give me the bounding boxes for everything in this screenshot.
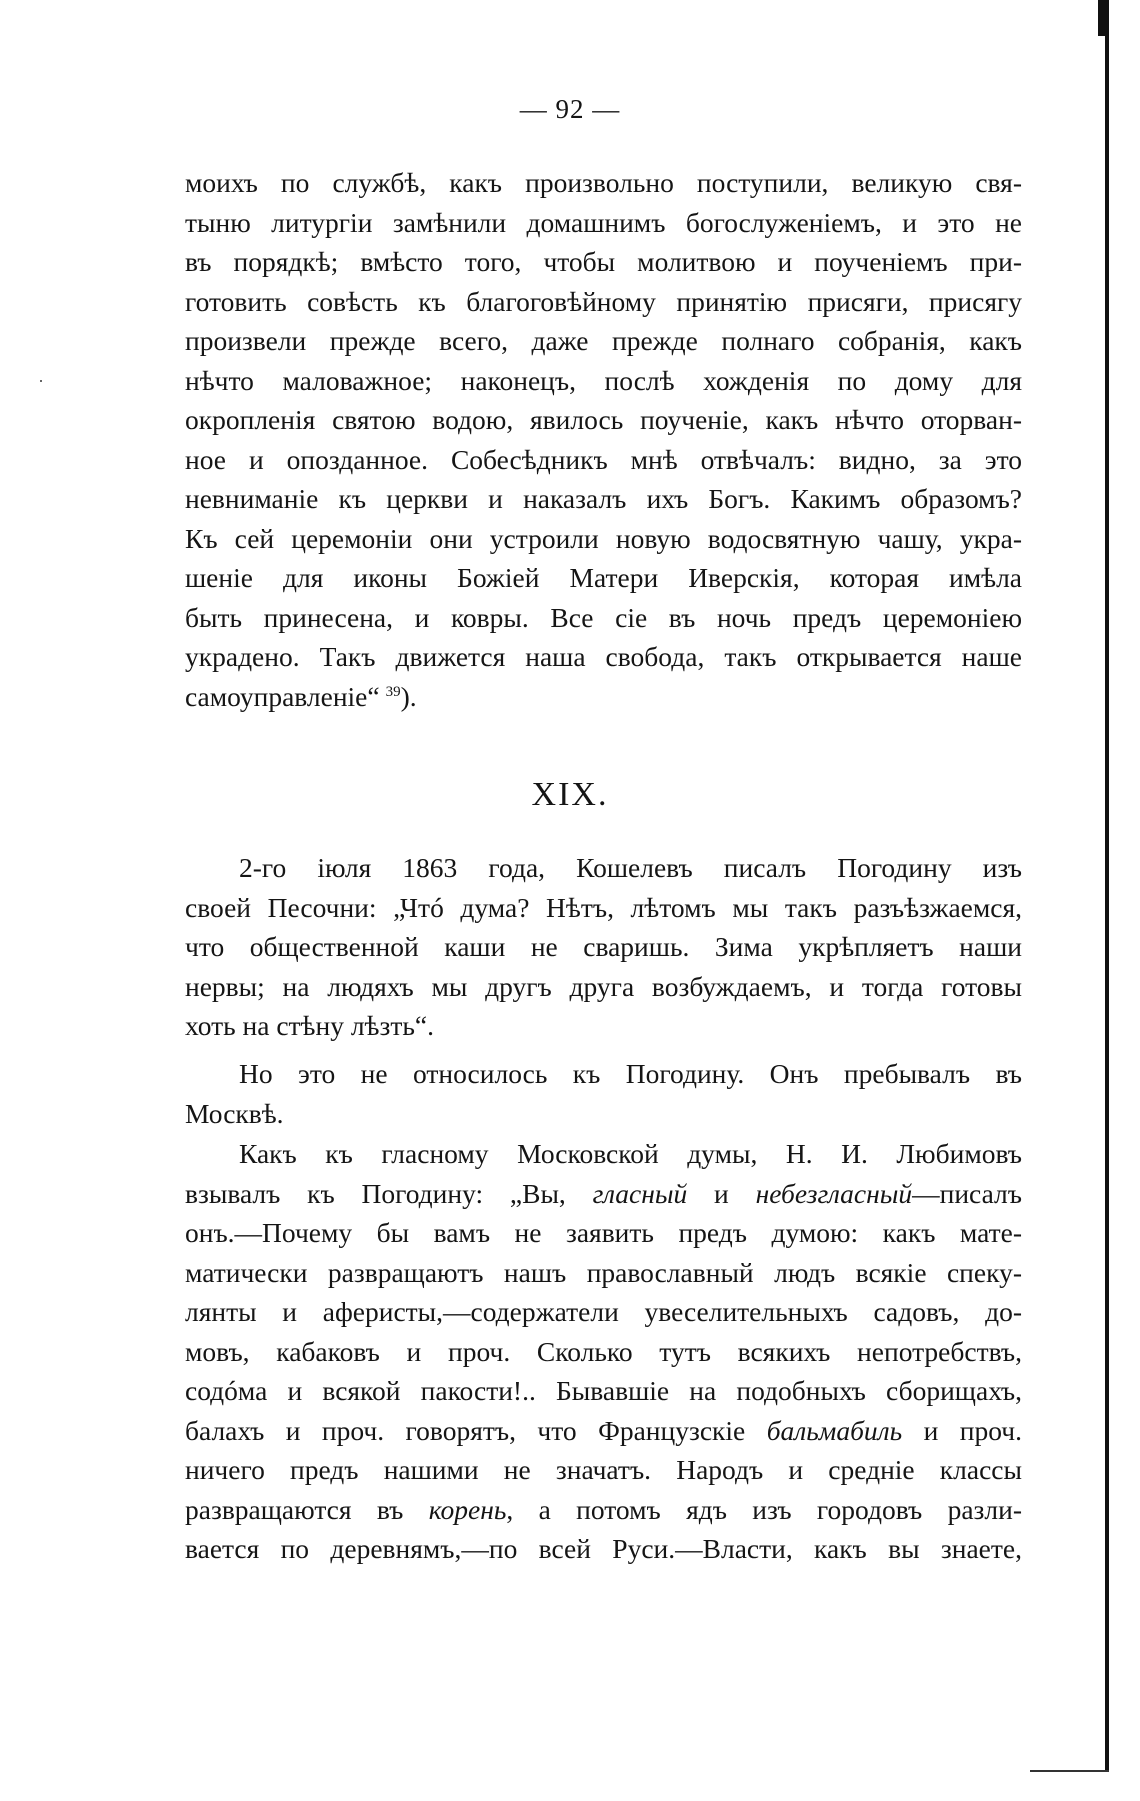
text-line: въ порядкѣ; вмѣсто того, чтобы молитвою и поученіемъ при-: [185, 246, 1022, 277]
text-segment: развращаются въ: [185, 1493, 429, 1525]
text-segment: балахъ и проч. говорятъ, что Французскіе: [185, 1414, 767, 1446]
italic-term: гласный: [592, 1177, 688, 1209]
text-line: Какъ къ гласному Московской думы, Н. И. Любимовъ: [239, 1138, 1022, 1169]
text-line: Но это не относилось къ Погодину. Онъ пребывалъ въ: [239, 1058, 1022, 1089]
text-line: что общественной каши не сваришь. Зима укрѣпляетъ наши: [185, 931, 1022, 962]
text-line: готовить совѣсть къ благоговѣйному принятію присяги, присягу: [185, 285, 1022, 317]
text-line: нѣчто маловажное; наконецъ, послѣ хожденія по дому для: [185, 364, 1022, 396]
scan-edge-right: [1105, 0, 1109, 1770]
text-line: невниманіе къ церкви и наказалъ ихъ Богъ. Какимъ образомъ?: [185, 483, 1022, 514]
text-line: быть принесена, и ковры. Все сіе въ ночь предъ церемоніею: [185, 601, 1022, 633]
text-segment: —писалъ: [912, 1177, 1022, 1209]
text-line: вается по деревнямъ,—по всей Руси.—Власти, какъ вы знаете,: [185, 1533, 1022, 1564]
text-segment: взывалъ къ Погодину: „Вы,: [185, 1177, 593, 1209]
text-line: украдено. Такъ движется наша свобода, такъ открывается наше: [185, 641, 1022, 672]
text-line-last: [185, 677, 1022, 717]
text-line: ничего предъ нашими не значатъ. Народъ и средніе классы: [185, 1454, 1022, 1485]
italic-term: корень: [428, 1493, 507, 1525]
text-line: мовъ, кабаковъ и проч. Сколько тутъ всякихъ непотребствъ,: [185, 1335, 1022, 1367]
text-line: окропленія святою водою, явилось поученіе, какъ нѣчто оторван-: [185, 404, 1022, 435]
text-line: 2-го іюля 1863 года, Кошелевъ писалъ Погодину изъ: [239, 852, 1022, 883]
last-line-text: самоуправленіе“: [185, 680, 380, 712]
text-line: [185, 1174, 1022, 1214]
text-line: [185, 1411, 1022, 1451]
last-line-tail: ).: [400, 680, 417, 712]
page-number: — 92 —: [519, 94, 621, 124]
text-segment: и проч.: [902, 1414, 1022, 1446]
text-line: Къ сей церемоніи они устроили новую водосвятную чашу, укра-: [185, 522, 1022, 554]
text-line: Москвѣ.: [185, 1097, 284, 1129]
text-line: лянты и аферисты,—содержатели увеселительныхъ садовъ, до-: [185, 1296, 1022, 1327]
paragraph-lyubimov: [185, 1134, 1022, 1569]
text-line: шеніе для иконы Божіей Матери Иверскія, которая имѣла: [185, 562, 1022, 593]
italic-term: небезгласный: [755, 1177, 913, 1209]
margin-speck: [40, 380, 42, 382]
text-line: содóма и всякой пакости!.. Бывавшіе на подобныхъ сборищахъ,: [185, 1375, 1022, 1406]
chapter-heading: XIX.: [531, 776, 609, 813]
text-line: своей Песочни: „Чтó дума? Нѣтъ, лѣтомъ мы такъ разъѣзжаемся,: [185, 891, 1022, 923]
text-line: хоть на стѣну лѣзть“.: [185, 1010, 434, 1041]
text-segment: и: [687, 1177, 756, 1209]
text-line: матически развращаютъ нашъ православный людъ всякіе спеку-: [185, 1256, 1022, 1288]
text-line: [185, 1490, 1022, 1530]
text-line: тыню литургіи замѣнили домашнимъ богослуженіемъ, и это не: [185, 206, 1022, 238]
italic-term: бальмабиль: [766, 1414, 903, 1446]
footnote-reference[interactable]: 39: [385, 683, 401, 700]
text-line: нервы; на людяхъ мы другъ друга возбуждаемъ, и тогда готовы: [185, 970, 1022, 1002]
paragraph-continuation: [185, 163, 1022, 716]
text-line: онъ.—Почему бы вамъ не заявить предъ думою: какъ мате-: [185, 1217, 1022, 1248]
text-line: моихъ по службѣ, какъ произвольно поступили, великую свя-: [185, 167, 1022, 198]
text-segment: , а потомъ ядъ изъ городовъ разли-: [506, 1493, 1022, 1525]
scan-edge-bottom: [1030, 1770, 1109, 1772]
text-line: ное и опозданное. Собесѣдникъ мнѣ отвѣчалъ: видно, за это: [185, 443, 1022, 475]
text-line: произвели прежде всего, даже прежде полнаго собранія, какъ: [185, 325, 1022, 356]
paragraph-koshelev: [185, 848, 1022, 1046]
paragraph-pogodin: [185, 1054, 1022, 1133]
